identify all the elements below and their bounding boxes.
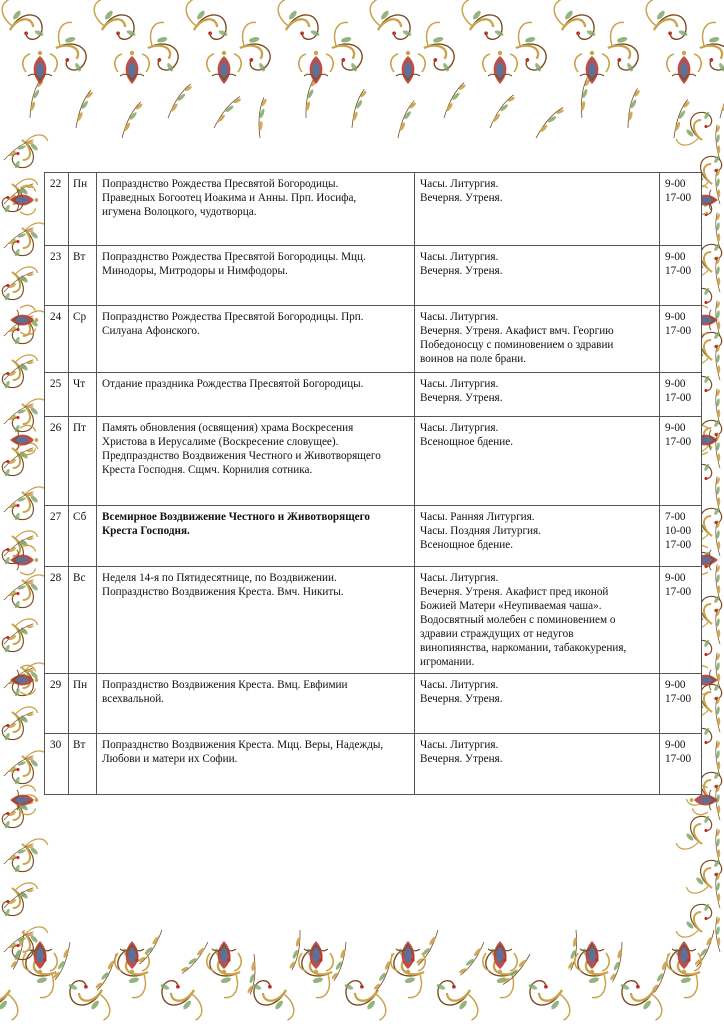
bottom-border-sprig <box>694 930 714 967</box>
time-line: 10-00 <box>665 525 692 537</box>
right-border-sprig <box>704 387 724 424</box>
left-border-curl <box>0 353 42 389</box>
date-cell: 28 <box>45 567 69 674</box>
table-row <box>45 734 702 795</box>
time-line: 17-00 <box>665 392 692 404</box>
top-border-sprig <box>24 78 50 118</box>
service-line: Вечерня. Утреня. <box>420 753 503 765</box>
bottom-border-curl <box>159 975 204 1024</box>
time-line: 7-00 <box>665 511 686 523</box>
service-line: Часы. Литургия. <box>420 378 499 390</box>
service-line: Божией Матери «Неупиваемая чаша». <box>420 600 602 612</box>
service-line: Вечерня. Утреня. <box>420 392 503 404</box>
top-border-curl <box>692 19 724 73</box>
service-line: Водосвятный молебен с поминовением о <box>420 614 616 626</box>
table-row <box>45 417 702 506</box>
date-cell: 24 <box>45 306 69 373</box>
left-border-curl <box>0 265 42 301</box>
feast-cell <box>97 567 415 674</box>
right-border-curl <box>672 903 715 939</box>
top-border-flower <box>575 51 609 84</box>
bottom-border-curl <box>251 975 296 1024</box>
right-border-sprig <box>704 563 724 600</box>
weekday-cell: Вс <box>69 567 97 674</box>
top-border-sprig <box>214 92 242 133</box>
top-border-flower <box>299 51 333 84</box>
top-border-sprig <box>490 92 516 132</box>
service-line: здравии страждущих от недугов <box>420 628 574 640</box>
time-line: 17-00 <box>665 693 692 705</box>
feast-cell <box>97 417 415 506</box>
time-line: 17-00 <box>665 265 692 277</box>
time-line: 9-00 <box>665 572 686 584</box>
weekday-cell: Пн <box>69 173 97 246</box>
right-border-sprig <box>704 695 724 732</box>
bottom-border-sprig <box>326 942 351 981</box>
service-line: Вечерня. Утреня. <box>420 693 503 705</box>
time-line: 17-00 <box>665 436 692 448</box>
top-border-curl <box>184 0 229 45</box>
left-border-curl <box>0 705 42 741</box>
feast-cell <box>97 734 415 795</box>
top-border-sprig <box>397 101 418 138</box>
top-border-flower <box>115 51 149 84</box>
bottom-border-curl <box>527 975 572 1024</box>
bottom-border-sprig <box>372 954 393 991</box>
service-line: Вечерня. Утреня. <box>420 192 503 204</box>
bottom-border-curl <box>343 975 388 1024</box>
time-line: 9-00 <box>665 739 686 751</box>
service-line: Часы. Литургия. <box>420 251 499 263</box>
date-cell: 30 <box>45 734 69 795</box>
right-border-sprig <box>704 827 724 864</box>
service-line: винопиянства, наркомании, табакокурения, <box>420 642 627 654</box>
feast-line: Любови и матери их Софии. <box>102 753 238 765</box>
service-line: Вечерня. Утреня. Акафист пред иконой <box>420 586 609 598</box>
right-border-sprig <box>704 871 724 908</box>
feast-line: Память обновления (освящения) храма Воскресения <box>102 422 354 434</box>
services-cell <box>415 417 660 506</box>
feast-line: Христова в Иерусалиме (Воскресение словущее). <box>102 436 339 448</box>
date-cell: 22 <box>45 173 69 246</box>
service-line: Всенощное бдение. <box>420 539 514 551</box>
top-border-curl <box>368 0 413 45</box>
right-border-sprig <box>704 255 724 292</box>
time-line: 17-00 <box>665 586 692 598</box>
top-border-sprig <box>620 88 647 128</box>
feast-line: Попразднство Рождества Пресвятой Богородицы. <box>102 178 339 190</box>
date-cell: 25 <box>45 373 69 417</box>
time-line: 17-00 <box>665 753 692 765</box>
table-row <box>45 567 702 674</box>
feast-line: Всемирное Воздвижение Честного и Животворящего <box>102 511 371 523</box>
service-line: Часы. Литургия. <box>420 739 499 751</box>
table-row <box>45 173 702 246</box>
time-line: 9-00 <box>665 178 686 190</box>
bottom-border-sprig <box>602 942 629 982</box>
table-row <box>45 674 702 734</box>
services-cell <box>415 567 660 674</box>
service-line: Часы. Ранняя Литургия. <box>420 511 535 523</box>
bottom-border-sprig <box>648 954 672 993</box>
top-border-curl <box>48 19 96 73</box>
right-border-sprig <box>704 915 724 952</box>
top-border-sprig <box>73 90 96 128</box>
feast-line: Попразднство Воздвижения Креста. Вмч. Никиты. <box>102 586 344 598</box>
services-cell <box>415 306 660 373</box>
bottom-border-sprig <box>180 937 208 978</box>
top-border-sprig <box>347 89 372 128</box>
service-line: воинов на поле брани. <box>420 353 526 365</box>
times-cell <box>660 567 702 674</box>
time-line: 17-00 <box>665 192 692 204</box>
times-cell <box>660 506 702 567</box>
top-border-curl <box>600 19 648 73</box>
time-line: 9-00 <box>665 251 686 263</box>
service-line: Часы. Литургия. <box>420 311 499 323</box>
feast-line: Предпразднство Воздвижения Честного и Животворящего <box>102 450 381 462</box>
top-border-curl <box>644 0 689 45</box>
service-line: Всенощное бдение. <box>420 436 514 448</box>
service-line: Вечерня. Утреня. <box>420 265 503 277</box>
top-border-flower <box>483 51 517 84</box>
top-border-sprig <box>247 97 278 138</box>
feast-line: Креста Господня. Сщмч. Корнилия сотника. <box>102 464 313 476</box>
service-line: Часы. Поздняя Литургия. <box>420 525 541 537</box>
table-row <box>45 506 702 567</box>
feast-cell <box>97 674 415 734</box>
service-line: Часы. Литургия. <box>420 679 499 691</box>
feast-cell <box>97 173 415 246</box>
top-border-curl <box>0 0 45 45</box>
top-border-flower <box>667 51 701 84</box>
weekday-cell: Пн <box>69 674 97 734</box>
service-line: Часы. Литургия. <box>420 178 499 190</box>
date-cell: 29 <box>45 674 69 734</box>
top-border-flower <box>23 51 57 84</box>
table-row <box>45 246 702 306</box>
service-line: Победоносцу с поминовением о здравии <box>420 339 614 351</box>
feast-line: игумена Волоцкого, чудотворца. <box>102 206 257 218</box>
feast-line: Попразднство Рождества Пресвятой Богородицы. Мцц. <box>102 251 366 263</box>
weekday-cell: Вт <box>69 734 97 795</box>
feast-cell <box>97 306 415 373</box>
feast-line: Минодоры, Митродоры и Нимфодоры. <box>102 265 288 277</box>
right-border-sprig <box>704 475 724 512</box>
weekday-cell: Пт <box>69 417 97 506</box>
top-border-sprig <box>571 77 601 118</box>
bottom-border-curl <box>619 975 664 1024</box>
times-cell <box>660 246 702 306</box>
times-cell <box>660 173 702 246</box>
top-border-sprig <box>444 81 467 119</box>
right-border-sprig <box>704 739 724 776</box>
bottom-border-sprig <box>281 930 309 971</box>
services-cell <box>415 173 660 246</box>
right-border-sprig <box>704 123 724 160</box>
top-border-curl <box>232 19 280 73</box>
top-border-curl <box>552 0 597 45</box>
left-border-curl <box>0 441 42 477</box>
left-border-curl <box>0 617 42 653</box>
top-border-flower <box>391 51 425 84</box>
bottom-border-sprig <box>458 939 484 979</box>
right-border-sprig <box>704 343 724 380</box>
times-cell <box>660 306 702 373</box>
service-line: игромании. <box>420 656 475 668</box>
time-line: 17-00 <box>665 325 692 337</box>
service-line: Часы. Литургия. <box>420 422 499 434</box>
bottom-border-curl <box>435 975 480 1024</box>
bottom-border-sprig <box>50 942 73 980</box>
bottom-border-sprig <box>415 929 438 967</box>
feast-line: Силуана Афонского. <box>102 325 200 337</box>
service-line: Часы. Литургия. <box>420 572 499 584</box>
service-schedule-table <box>44 172 702 795</box>
right-border-sprig <box>704 211 724 248</box>
date-cell: 27 <box>45 506 69 567</box>
top-border-sprig <box>168 82 193 121</box>
bottom-border-sprig <box>235 954 266 995</box>
times-cell <box>660 734 702 795</box>
services-cell <box>415 246 660 306</box>
weekday-cell: Чт <box>69 373 97 417</box>
services-cell <box>415 734 660 795</box>
top-border-sprig <box>720 81 724 118</box>
feast-cell <box>97 373 415 417</box>
date-cell: 26 <box>45 417 69 506</box>
top-border-curl <box>460 0 505 45</box>
feast-line: всехвальной. <box>102 693 164 705</box>
time-line: 9-00 <box>665 311 686 323</box>
services-cell <box>415 506 660 567</box>
bottom-border-curl <box>0 975 20 1024</box>
feast-cell <box>97 506 415 567</box>
feast-line: Отдание праздника Рождества Пресвятой Богородицы. <box>102 378 364 390</box>
services-cell <box>415 674 660 734</box>
top-border-curl <box>416 19 464 73</box>
service-line: Вечерня. Утреня. Акафист вмч. Георгию <box>420 325 614 337</box>
time-line: 9-00 <box>665 422 686 434</box>
top-border-curl <box>324 19 372 73</box>
weekday-cell: Ср <box>69 306 97 373</box>
date-cell: 23 <box>45 246 69 306</box>
feast-cell <box>97 246 415 306</box>
feast-line: Праведных Богоотец Иоакима и Анны. Прп. Иосифа, <box>102 192 357 204</box>
services-cell <box>415 373 660 417</box>
time-line: 9-00 <box>665 679 686 691</box>
top-border-curl <box>276 0 321 45</box>
right-border-sprig <box>704 607 724 644</box>
table-row <box>45 373 702 417</box>
times-cell <box>660 417 702 506</box>
time-line: 17-00 <box>665 539 692 551</box>
weekday-cell: Вт <box>69 246 97 306</box>
left-border-curl <box>0 881 42 917</box>
right-border-curl <box>672 815 715 851</box>
top-border-sprig <box>122 101 143 138</box>
weekday-cell: Сб <box>69 506 97 567</box>
times-cell <box>660 674 702 734</box>
top-border-flower <box>207 51 241 84</box>
feast-line: Попразднство Воздвижения Креста. Вмц. Евфимии <box>102 679 348 691</box>
top-border-sprig <box>536 103 565 144</box>
bottom-border-sprig <box>95 953 116 990</box>
times-cell <box>660 373 702 417</box>
top-border-curl <box>140 19 188 73</box>
top-border-sprig <box>297 77 325 118</box>
right-border-sprig <box>704 519 724 556</box>
time-line: 9-00 <box>665 378 686 390</box>
feast-line: Попразднство Рождества Пресвятой Богородицы. Прп. <box>102 311 364 323</box>
feast-line: Попразднство Воздвижения Креста. Мцц. Веры, Надежды, <box>102 739 384 751</box>
top-border-curl <box>92 0 137 45</box>
feast-line: Неделя 14-я по Пятидесятнице, по Воздвижении. <box>102 572 337 584</box>
feast-line: Креста Господня. <box>102 525 190 537</box>
table-row <box>45 306 702 373</box>
bottom-border-curl <box>67 975 112 1024</box>
top-border-curl <box>508 19 556 73</box>
